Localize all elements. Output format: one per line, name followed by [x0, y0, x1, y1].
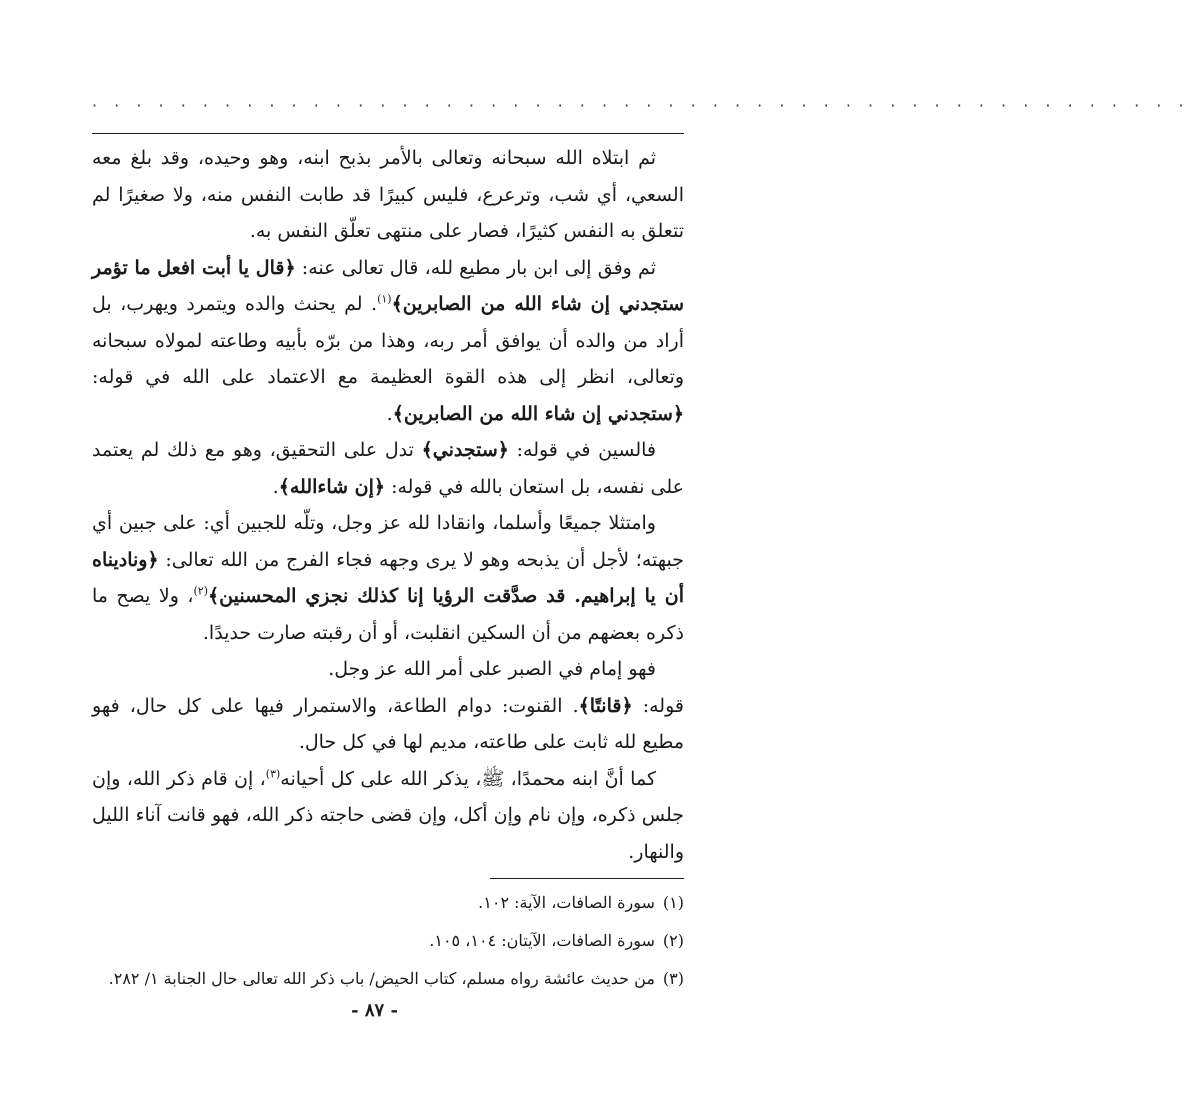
paragraph-3-text-b: تدل على التحقيق، وهو مع ذلك لم يعتمد على نفسه، بل استعان بالله في قوله:	[92, 439, 684, 498]
footnote-3	[92, 960, 684, 998]
paragraph-6	[92, 688, 684, 761]
footnote-text: من حديث عائشة رواه مسلم، كتاب الحيض/ باب ذكر الله تعالى حال الجنابة ١/ ٢٨٢.	[108, 969, 655, 988]
footnote-1	[92, 884, 684, 922]
paragraph-4-text-a: وامتثلا جميعًا وأسلما، وانقادا لله عز وجل، وتلّه للجبين أي: على جبين أي جبهته؛ لأجل أن يذبحه وهو لا يرى وجهه فجاء الفرج من الله تعالى:	[92, 512, 684, 571]
paragraph-2	[92, 250, 684, 433]
paragraph-7	[92, 761, 684, 871]
paragraph-4-text-b: ، ولا يصح ما ذكره بعضهم من أن السكين انقلبت، أو أن رقبته صارت حديدًا.	[92, 585, 684, 644]
paragraph-3-text-a: فالسين في قوله:	[508, 439, 656, 461]
footnote-reference-3: (٣)	[265, 767, 281, 781]
header-rule	[92, 133, 684, 134]
quran-quote: ﴿قال يا أبت افعل ما تؤمر ستجدني إن شاء الله من الصابرين﴾	[92, 256, 684, 315]
paragraph-1: ثم ابتلاه الله سبحانه وتعالى بالأمر بذبح ابنه، وهو وحيده، وقد بلغ معه السعي، أي شب، وترعرع، فليس كبيرًا قد طابت النفس منه، ولا صغيرًا لم تتعلق به النفس كثيرًا، فصار على منتهى تعلّق النفس به.	[92, 147, 684, 242]
paragraph-7-text-a: كما أنَّ ابنه محمدًا، ﷺ، يذكر الله على كل أحيانه	[280, 767, 656, 790]
paragraph-2-text-b: . لم يحنث والده ويتمرد ويهرب، بل أراد من والده أن يوافق أمر ربه، وهذا من برّه بأبيه وطاعته لمولاه سبحانه وتعالى، انظر إلى هذه القوة العظيمة مع الاعتماد على الله في قوله:	[92, 293, 684, 388]
paragraph-2-text-a: ثم وفق إلى ابن بار مطيع لله، قال تعالى عنه:	[295, 256, 656, 279]
paragraph-2-text-c: .	[386, 402, 393, 425]
quran-quote: ﴿إن شاءالله﴾	[278, 475, 386, 498]
footnote-number: (٣)	[662, 969, 684, 988]
quran-quote: ﴿ستجدني﴾	[421, 439, 509, 461]
paragraph-6-text-a: قوله:	[632, 694, 684, 717]
footnote-reference-1: (١)	[377, 292, 392, 306]
footnote-number: (١)	[662, 893, 684, 912]
footnote-text: سورة الصافات، الآيتان: ١٠٤، ١٠٥.	[429, 931, 655, 950]
quran-quote: ﴿وناديناه أن يا إبراهيم. قد صدَّقت الرؤيا إنا كذلك نجزي المحسنين﴾	[92, 548, 684, 607]
main-text	[92, 140, 684, 870]
paragraph-5: فهو إمام في الصبر على أمر الله عز وجل.	[328, 658, 656, 680]
header-dotted-line: · · · · · · · · · · · · · · · · · · · · · · · · · · · · · · · · · · · · · · · · · · · · · · · · · ·	[92, 96, 1190, 115]
paragraph-7-text-b: ، إن قام ذكر الله، وإن جلس ذكره، وإن نام وإن أكل، وإن قضى حاجته ذكر الله، فهو قانت آناء الليل والنهار.	[92, 767, 684, 863]
footnote-text: سورة الصافات، الآية: ١٠٢.	[478, 893, 655, 912]
quran-quote: ﴿قانتًا﴾	[578, 694, 633, 717]
footnote-reference-2: (٢)	[193, 584, 209, 598]
footnote-rule	[490, 878, 684, 879]
footnote-2	[92, 922, 684, 960]
footnotes	[92, 884, 684, 998]
paragraph-3	[92, 432, 684, 505]
paragraph-3-text-c: .	[272, 475, 279, 498]
paragraph-6-text-b: . القنوت: دوام الطاعة، والاستمرار فيها على كل حال، فهو مطيع لله ثابت على طاعته، مديم لها في كل حال.	[92, 694, 684, 753]
quran-quote: ﴿ستجدني إن شاء الله من الصابرين﴾	[392, 402, 684, 425]
footnote-number: (٢)	[662, 931, 684, 950]
paragraph-4	[92, 505, 684, 651]
page-number: - ٨٧ -	[351, 1000, 398, 1021]
